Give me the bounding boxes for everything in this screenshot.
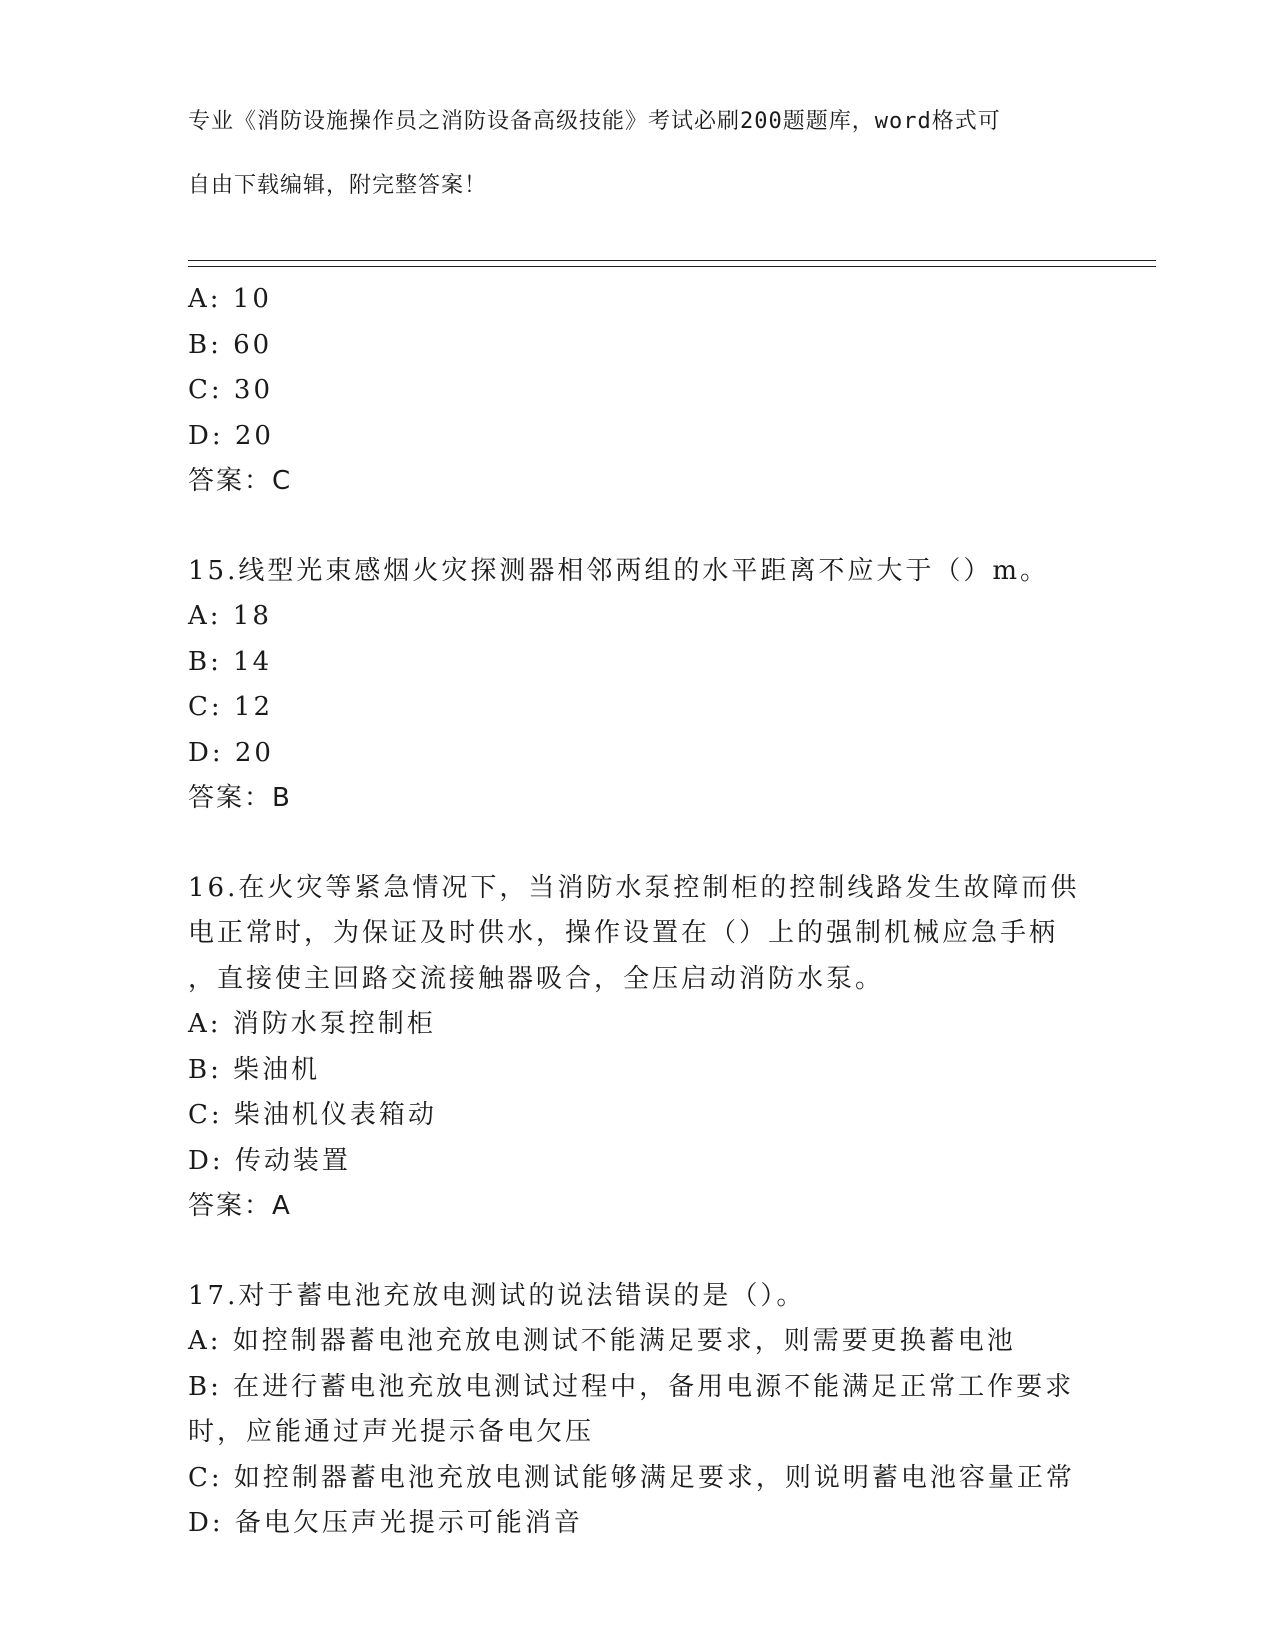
- question-15: [188, 549, 1158, 822]
- answer: 答案：C: [188, 466, 293, 496]
- option-c: C: 30: [188, 375, 274, 405]
- document-page: [188, 74, 1158, 1547]
- option-c: C: 柴油机仪表箱动: [188, 1100, 437, 1130]
- header-line-1: 专业《消防设施操作员之消防设备高级技能》考试必刷200题题库，word格式可: [188, 109, 1001, 134]
- answer: 答案：A: [188, 1191, 292, 1221]
- header-line-2: 自由下载编辑，附完整答案！: [188, 173, 488, 198]
- question-text-line-3: ，直接使主回路交流接触器吸合，全压启动消防水泵。: [188, 963, 885, 994]
- document-header: [188, 74, 1058, 234]
- option-b: B: 柴油机: [188, 1054, 321, 1085]
- option-d: D: 20: [188, 737, 274, 768]
- question-text: 15.线型光束感烟火灾探测器相邻两组的水平距离不应大于（）m。: [188, 555, 1050, 586]
- option-b-line-1: B: 在进行蓄电池充放电测试过程中，备用电源不能满足正常工作要求: [188, 1371, 1075, 1402]
- option-d: D: 备电欠压声光提示可能消音: [188, 1508, 583, 1538]
- question-text: 17.对于蓄电池充放电测试的说法错误的是（）。: [188, 1280, 806, 1311]
- option-b: B: 60: [188, 329, 273, 360]
- question-17: [188, 1274, 1158, 1547]
- question-text-line-2: 电正常时，为保证及时供水，操作设置在（）上的强制机械应急手柄: [188, 918, 1059, 948]
- option-d: D: 传动装置: [188, 1145, 351, 1176]
- question-14-options: [188, 277, 1158, 505]
- option-a: A: 10: [188, 284, 272, 314]
- answer: 答案：B: [188, 783, 292, 813]
- option-b-line-2: 时，应能通过声光提示备电欠压: [188, 1417, 595, 1447]
- option-a: A: 如控制器蓄电池充放电测试不能满足要求，则需要更换蓄电池: [188, 1326, 1016, 1356]
- option-a: A: 18: [188, 601, 272, 631]
- question-text-line-1: 16.在火灾等紧急情况下，当消防水泵控制柜的控制线路发生故障而供: [188, 872, 1080, 903]
- option-c: C: 12: [188, 692, 274, 722]
- option-d: D: 20: [188, 420, 274, 451]
- option-b: B: 14: [188, 646, 273, 677]
- question-16: [188, 866, 1158, 1230]
- option-a: A: 消防水泵控制柜: [188, 1009, 436, 1039]
- header-divider: [188, 260, 1156, 267]
- option-c: C: 如控制器蓄电池充放电测试能够满足要求，则说明蓄电池容量正常: [188, 1462, 1075, 1493]
